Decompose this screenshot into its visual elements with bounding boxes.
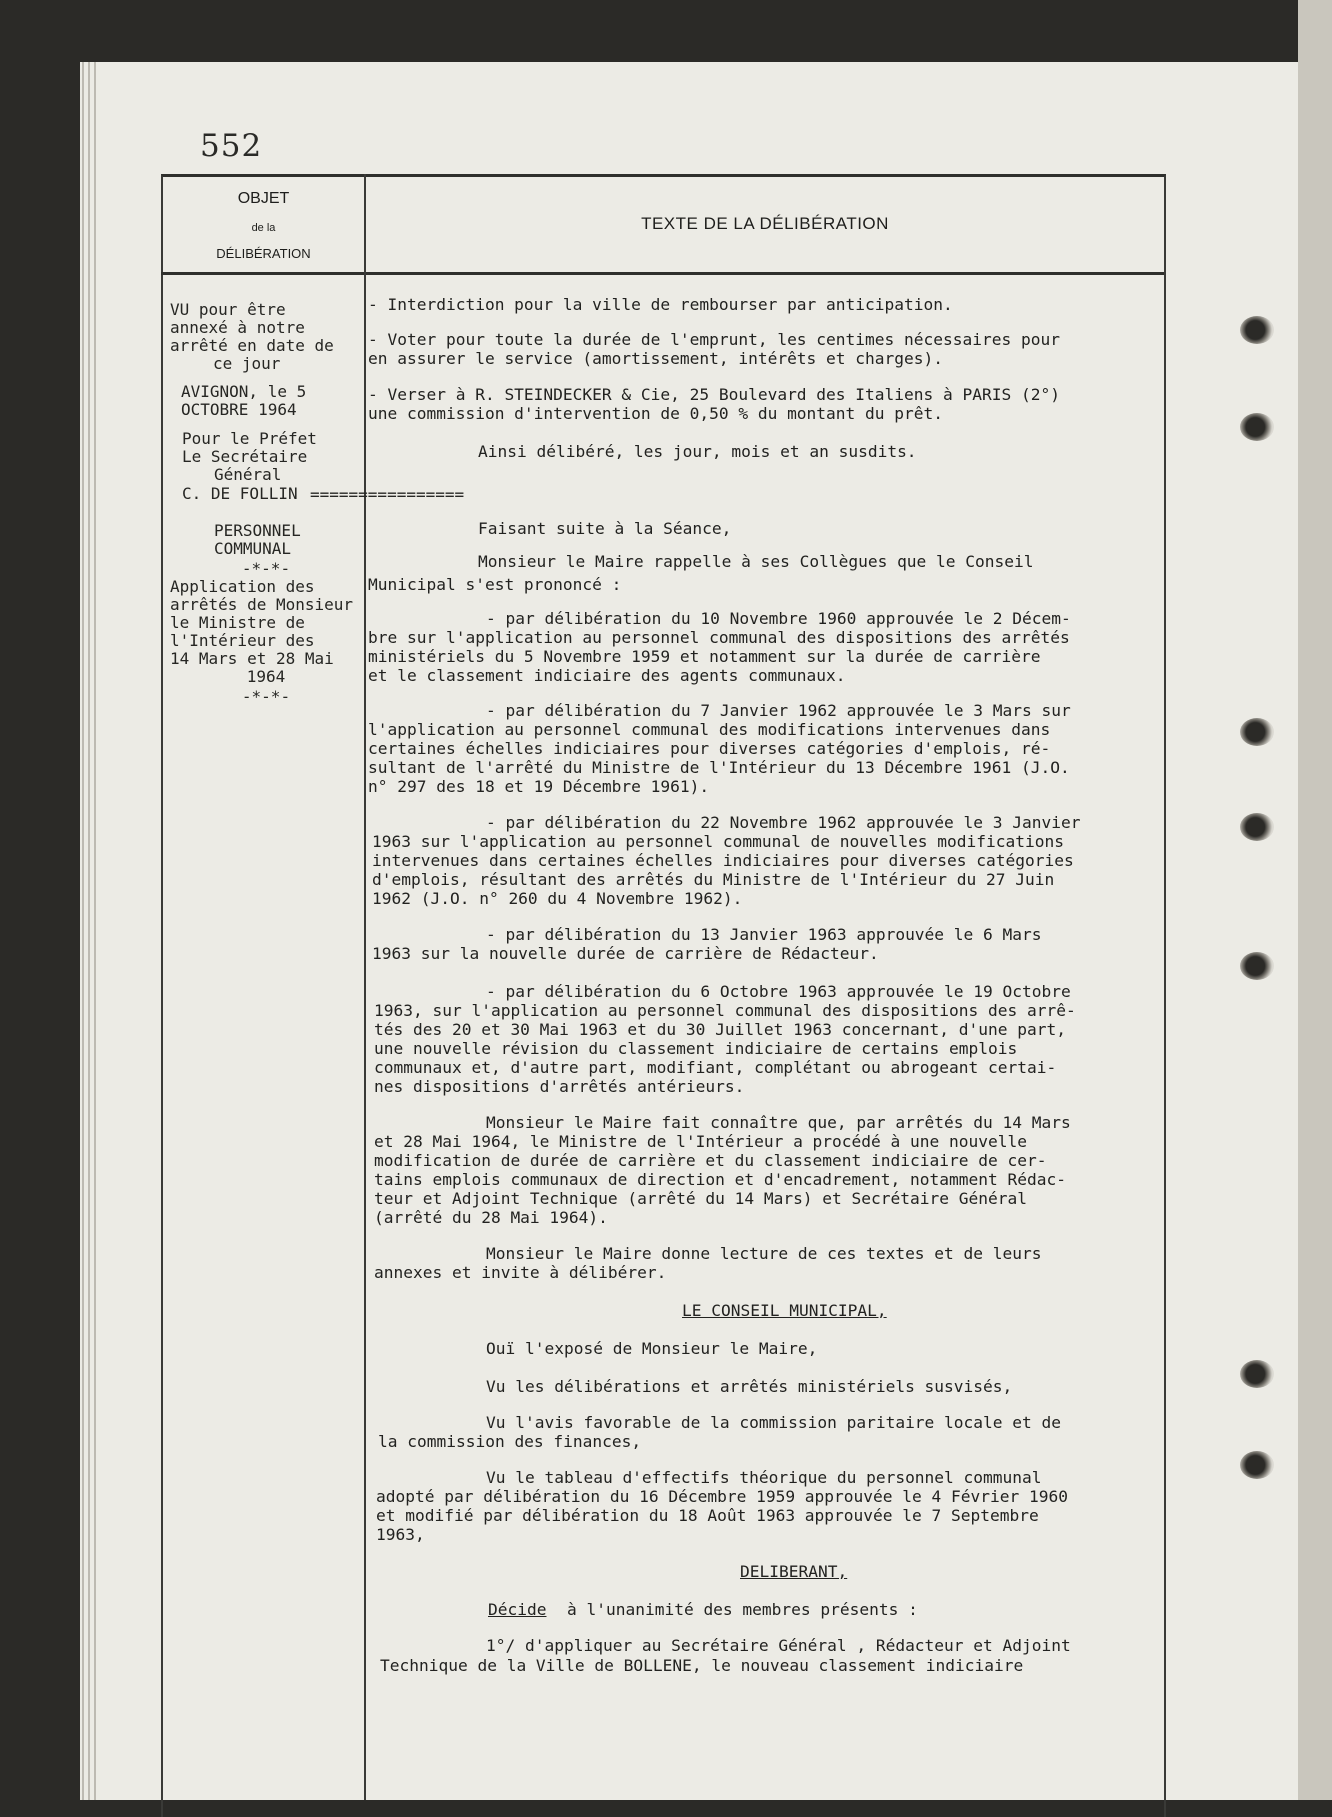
body-line: 1962 (J.O. n° 260 du 4 Novembre 1962). (372, 889, 743, 908)
body-line: Ouï l'exposé de Monsieur le Maire, (486, 1339, 818, 1358)
body-line: ministériels du 5 Novembre 1959 et notamment sur la durée de carrière (368, 647, 1041, 666)
subject-line: 14 Mars et 28 Mai (170, 649, 334, 668)
punch-hole (1240, 316, 1274, 344)
body-line: Faisant suite à la Séance, (478, 519, 732, 538)
body-line: à l'unanimité des membres présents : (567, 1600, 918, 1619)
body-line: - par délibération du 13 Janvier 1963 approuvée le 6 Mars (486, 925, 1042, 944)
body-line: teur et Adjoint Technique (arrêté du 14 Mars) et Secrétaire Général (374, 1189, 1027, 1208)
body-line: - Interdiction pour la ville de rembourser par anticipation. (368, 295, 953, 314)
page-number: 552 (200, 128, 263, 164)
body-line: - Verser à R. STEINDECKER & Cie, 25 Boulevard des Italiens à PARIS (2°) (368, 385, 1060, 404)
body-line: Vu le tableau d'effectifs théorique du personnel communal (486, 1468, 1042, 1487)
body-line: adopté par délibération du 16 Décembre 1959 approuvée le 4 Février 1960 (376, 1487, 1068, 1506)
body-line: 1°/ d'appliquer au Secrétaire Général , Rédacteur et Adjoint (486, 1636, 1071, 1655)
header-deliberation: DÉLIBÉRATION (216, 246, 311, 261)
subject-line: le Ministre de (170, 613, 305, 632)
vu-line: arrêté en date de (170, 336, 334, 355)
body-line: 1963 sur l'application au personnel communal de nouvelles modifications (372, 832, 1064, 851)
page-edge (94, 62, 96, 1800)
vu-line: VU pour être (170, 300, 286, 319)
signature-name: C. DE FOLLIN (182, 484, 298, 503)
punch-hole (1240, 1451, 1274, 1479)
body-line: Ainsi délibéré, les jour, mois et an susdits. (478, 442, 917, 461)
body-line: tés des 20 et 30 Mai 1963 et du 30 Juillet 1963 concernant, d'une part, (374, 1020, 1066, 1039)
body-line: et modifié par délibération du 18 Août 1963 approuvée le 7 Septembre (376, 1506, 1039, 1525)
page-edge (82, 62, 84, 1800)
subject-title: COMMUNAL (214, 539, 292, 558)
body-line: d'emplois, résultant des arrêtés du Ministre de l'Intérieur du 27 Juin (372, 870, 1055, 889)
ornament: -*-*- (241, 559, 291, 578)
body-line: Monsieur le Maire donne lecture de ces textes et de leurs (486, 1244, 1042, 1263)
decide-word: Décide (488, 1600, 547, 1619)
body-line: la commission des finances, (378, 1432, 642, 1451)
page-edge (88, 62, 90, 1800)
body-line: modification de durée de carrière et du classement indiciaire de cer- (374, 1151, 1047, 1170)
body-line: - par délibération du 22 Novembre 1962 approuvée le 3 Janvier (486, 813, 1081, 832)
body-line: n° 297 des 18 et 19 Décembre 1961). (368, 777, 710, 796)
body-line: - par délibération du 6 Octobre 1963 approuvée le 19 Octobre (486, 982, 1071, 1001)
vu-line: ce jour (213, 354, 281, 373)
body-line: - par délibération du 7 Janvier 1962 approuvée le 3 Mars sur (486, 701, 1071, 720)
body-line: une commission d'intervention de 0,50 % du montant du prêt. (368, 404, 943, 423)
body-line: 1963, sur l'application au personnel communal des dispositions des arrê- (374, 1001, 1076, 1020)
subject-line: Application des (170, 577, 315, 596)
body-line: certaines échelles indiciaires pour diverses catégories d'emplois, ré- (368, 739, 1051, 758)
right-background (1298, 0, 1332, 1800)
body-line: intervenues dans certaines échelles indiciaires pour diverses catégories (372, 851, 1074, 870)
body-line: Vu l'avis favorable de la commission paritaire locale et de (486, 1413, 1061, 1432)
signature-line: Pour le Préfet (182, 429, 317, 448)
body-line: Monsieur le Maire fait connaître que, par arrêtés du 14 Mars (486, 1113, 1071, 1132)
punch-hole (1240, 718, 1274, 746)
body-line: tains emplois communaux de direction et d'encadrement, notamment Rédac- (374, 1170, 1066, 1189)
signature-line: Le Secrétaire (182, 447, 308, 466)
place-date-line: AVIGNON, le 5 (181, 382, 307, 401)
punch-hole (1240, 1360, 1274, 1388)
body-line: nes dispositions d'arrêtés antérieurs. (374, 1077, 745, 1096)
body-line: et 28 Mai 1964, le Ministre de l'Intérieur a procédé à une nouvelle (374, 1132, 1027, 1151)
body-line: en assurer le service (amortissement, intérêts et charges). (368, 349, 943, 368)
body-line: Technique de la Ville de BOLLENE, le nouveau classement indiciaire (380, 1656, 1024, 1675)
signature-line: Général (214, 465, 282, 484)
body-line: et le classement indiciaire des agents communaux. (368, 666, 846, 685)
body-line: Municipal s'est prononcé : (368, 575, 622, 594)
place-date-line: OCTOBRE 1964 (181, 400, 297, 419)
body-line: Vu les délibérations et arrêtés ministériels susvisés, (486, 1377, 1013, 1396)
punch-hole (1240, 952, 1274, 980)
vu-line: annexé à notre (170, 318, 305, 337)
header-objet: OBJET (237, 190, 290, 207)
punch-hole (1240, 813, 1274, 841)
subject-title: PERSONNEL (214, 521, 301, 540)
body-line: - par délibération du 10 Novembre 1960 approuvée le 2 Décem- (486, 609, 1071, 628)
ornament-end: -*-*- (241, 687, 291, 706)
body-line: 1963, (376, 1525, 425, 1544)
subject-line: arrêtés de Monsieur (170, 595, 354, 614)
punch-hole (1240, 413, 1274, 441)
council-heading: LE CONSEIL MUNICIPAL, (682, 1301, 887, 1320)
body-line: l'application au personnel communal des modifications intervenues dans (368, 720, 1051, 739)
body-line: - Voter pour toute la durée de l'emprunt, les centimes nécessaires pour (368, 330, 1060, 349)
header-rule (161, 272, 1164, 275)
subject-line: 1964 (246, 667, 286, 686)
body-line: sultant de l'arrêté du Ministre de l'Intérieur du 13 Décembre 1961 (J.O. (368, 758, 1070, 777)
body-line: 1963 sur la nouvelle durée de carrière de Rédacteur. (372, 944, 879, 963)
body-line: annexes et invite à délibérer. (374, 1263, 667, 1282)
body-line: communaux et, d'autre part, modifiant, complétant ou abrogeant certai- (374, 1058, 1057, 1077)
body-line: Monsieur le Maire rappelle à ses Collègues que le Conseil (478, 552, 1034, 571)
column-divider (364, 174, 366, 1800)
header-texte: TEXTE DE LA DÉLIBÉRATION (641, 214, 889, 233)
body-line: bre sur l'application au personnel communal des dispositions des arrêtés (368, 628, 1070, 647)
header-de-la: de la (251, 222, 276, 234)
subject-line: l'Intérieur des (170, 631, 315, 650)
separator-rule: ================ (310, 485, 465, 504)
body-line: (arrêté du 28 Mai 1964). (374, 1208, 608, 1227)
body-line: une nouvelle révision du classement indiciaire de certains emplois (374, 1039, 1018, 1058)
deliberant-heading: DELIBERANT, (740, 1562, 848, 1581)
